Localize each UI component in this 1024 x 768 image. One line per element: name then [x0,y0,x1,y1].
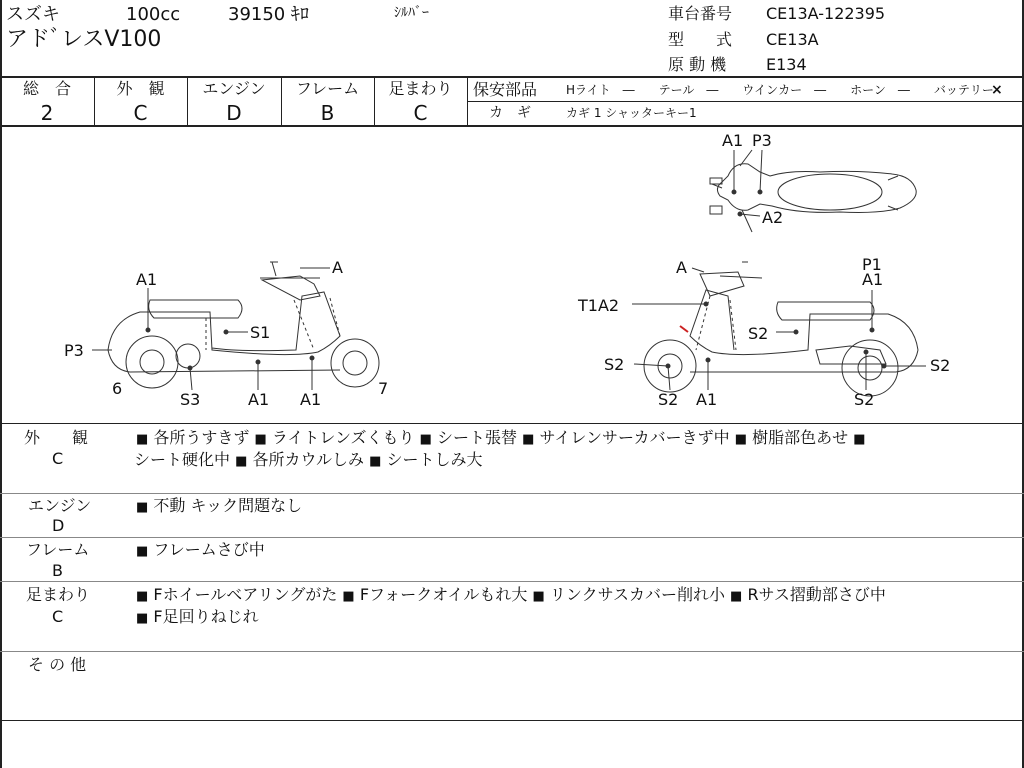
left-label-7: 7 [378,379,389,398]
safety-items: Hライト ― テール ― ウインカー ― ホーン ― バッテリー [566,83,994,97]
key-label: カ ギ [489,105,531,121]
remark-item: 各所うすきず [153,428,250,447]
remark-item: F足回りねじれ [153,607,259,626]
remark-item: Rサス摺動部さび中 [747,585,886,604]
remark-item: フレームさび中 [153,540,265,559]
remark-item: Fホイールベアリングがた [153,585,338,604]
header-divider [0,76,1024,78]
bullet-icon: ■ [734,432,748,447]
exterior-remarks-line2 [134,450,483,472]
engine-section-grade: D [52,516,65,535]
exterior-remarks-line1 [136,428,866,450]
grade-suspension-value: C [413,101,428,125]
remark-item: 樹脂部色あせ [752,428,849,447]
section-divider-2 [0,537,1024,538]
remark-item: シートしみ大 [386,450,483,469]
mileage: 39150 ｷﾛ [228,4,309,25]
top-label-p3: P3 [752,131,772,150]
section-divider-5 [0,720,1024,721]
left-label-a1-top: A1 [136,270,158,289]
safety-label: 保安部品 [473,80,538,99]
suspension-remarks-line2 [136,607,259,629]
remark-item: シート張替 [437,428,518,447]
bullet-icon: ■ [254,432,267,447]
bullet-icon: ■ [522,432,535,447]
suspension-remarks-line1 [136,585,886,607]
right-label-a1-top: A1 [862,270,884,289]
grade-frame-value: B [320,101,335,125]
remark-item: サイレンサーカバーきず中 [539,428,730,447]
grade-engine-label: エンジン [202,79,266,98]
right-label-p1: P1 [862,255,882,274]
remark-item: ライトレンズくもり [271,428,415,447]
bullet-icon: ■ [853,432,866,447]
key-value: カギ 1 シャッターキー1 [566,106,697,120]
left-label-a1-b1: A1 [248,390,270,409]
bullet-icon: ■ [136,544,149,559]
left-label-a1-b2: A1 [300,390,322,409]
remark-item: Fフォークオイルもれ大 [359,585,528,604]
safety-row-divider [467,101,1024,102]
left-label-6: 6 [112,379,123,398]
bullet-icon: ■ [730,589,743,604]
right-label-s2-left: S2 [604,355,625,374]
type-value: CE13A [766,30,819,49]
grade-exterior-label: 外 観 [116,79,165,98]
displacement: 100cc [126,4,181,25]
right-label-s2-b2: S2 [854,390,875,409]
exterior-section-grade: C [52,449,64,468]
type-label: 型 式 [668,30,733,49]
section-divider-4 [0,651,1024,652]
left-label-p3: P3 [64,341,84,360]
bullet-icon: ■ [419,432,432,447]
bullet-icon: ■ [235,454,248,469]
grade-total-label: 総 合 [22,79,71,98]
bullet-icon: ■ [136,432,149,447]
scooter-top-view [710,150,916,232]
bullet-icon: ■ [532,589,545,604]
right-label-a: A [676,258,687,277]
bullet-icon: ■ [136,589,149,604]
color: ｼﾙﾊﾞｰ [394,5,429,21]
section-divider-3 [0,581,1024,582]
grade-engine-value: D [226,101,242,125]
frame-section-label: フレーム [26,540,90,559]
frame-remarks [136,540,265,562]
grade-frame-label: フレーム [295,79,360,98]
frame-section-grade: B [52,561,63,580]
engine-model-label: 原 動 機 [668,55,727,74]
suspension-section-label: 足まわり [26,585,91,604]
remark-item: 不動 キック問題なし [153,496,303,515]
remark-item: リンクサスカバー削れ小 [549,585,725,604]
engine-remarks [136,496,302,518]
frame-no: CE13A-122395 [766,4,886,23]
top-label-a1: A1 [722,131,744,150]
remark-item: 各所カウルしみ [252,450,365,469]
right-label-s2-mid: S2 [748,324,769,343]
bullet-icon: ■ [342,589,355,604]
frame-no-label: 車台番号 [668,4,733,23]
engine-section-label: エンジン [28,496,92,515]
right-label-s2-right: S2 [930,356,951,375]
grade-exterior-value: C [133,101,148,125]
bullet-icon: ■ [136,611,149,626]
diagram-divider [0,423,1024,424]
grade-suspension-label: 足まわり [388,79,453,98]
bullet-icon: ■ [369,454,382,469]
right-label-t1a2: T1A2 [578,296,620,315]
maker: スズキ [6,4,60,25]
right-label-a1-b: A1 [696,390,718,409]
exterior-section-label: 外 観 [24,428,89,447]
model-name: アドﾞレスV100 [6,27,162,52]
left-label-s1: S1 [250,323,271,342]
battery-mark: × [991,82,1003,98]
remark-item: シート硬化中 [134,450,231,469]
grade-total-value: 2 [40,101,54,125]
section-divider-1 [0,493,1024,494]
suspension-section-grade: C [52,607,64,626]
left-label-a: A [332,258,343,277]
left-label-s3: S3 [180,390,201,409]
other-section-label: そ の 他 [28,655,87,674]
engine-model-value: E134 [766,55,807,74]
bullet-icon: ■ [136,500,149,515]
right-label-s2-b1: S2 [658,390,679,409]
top-label-a2: A2 [762,208,784,227]
